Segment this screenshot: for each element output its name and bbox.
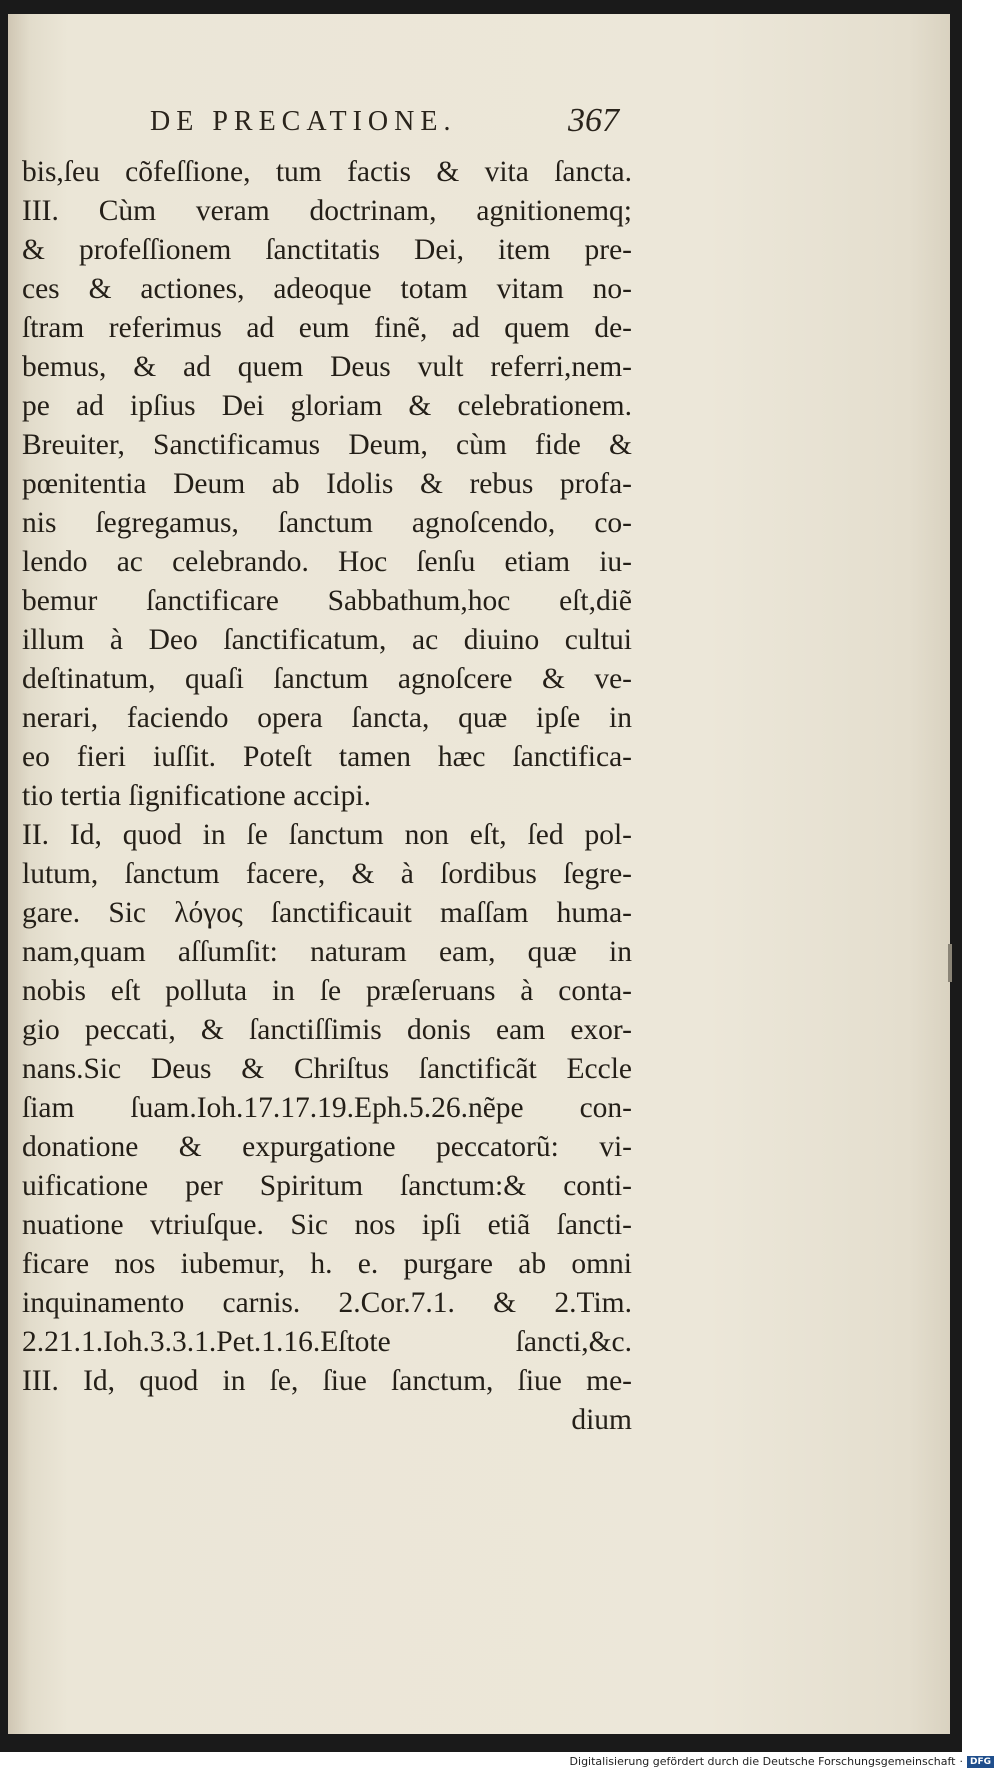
text-line: lutum, ſanctum facere, & à ſordibus ſegre-: [22, 858, 632, 890]
catchword: dium: [571, 1404, 632, 1436]
text-line: gio peccati, & ſanctiſſimis donis eam exor-: [22, 1014, 632, 1046]
book-page: [8, 14, 950, 1734]
dfg-logo: DFG: [967, 1756, 994, 1768]
text-line: nis ſegregamus, ſanctum agnoſcendo, co-: [22, 507, 632, 539]
page-header: [8, 102, 950, 142]
text-line: donatione & expurgatione peccatorũ: vi-: [22, 1131, 632, 1163]
text-line: lendo ac celebrando. Hoc ſenſu etiam iu-: [22, 546, 632, 578]
text-line: pe ad ipſius Dei gloriam & celebrationem.: [22, 390, 632, 422]
footer-credit: Digitalisierung gefördert durch die Deutsche Forschungsgemeinschaft · DFG: [570, 1755, 994, 1768]
text-line: eo fieri iuſſit. Poteſt tamen hæc ſanctifica-: [22, 741, 632, 773]
text-line: nam,quam aſſumſit: naturam eam, quæ in: [22, 936, 632, 968]
text-line: III. Cùm veram doctrinam, agnitionemq;: [22, 195, 632, 227]
text-line: III. Id, quod in ſe, ſiue ſanctum, ſiue me-: [22, 1365, 632, 1397]
text-line: nobis eſt polluta in ſe præſeruans à conta-: [22, 975, 632, 1007]
body-text: [22, 153, 632, 1440]
text-line: nerari, faciendo opera ſancta, quæ ipſe in: [22, 702, 632, 734]
text-line: uificatione per Spiritum ſanctum:& conti-: [22, 1170, 632, 1202]
text-line: bemus, & ad quem Deus vult referri,nem-: [22, 351, 632, 383]
text-line: ſtram referimus ad eum finẽ, ad quem de-: [22, 312, 632, 344]
text-line: ſiam ſuam.Ioh.17.17.19.Eph.5.26.nẽpe con-: [22, 1092, 632, 1124]
running-title: DE PRECATIONE.: [150, 106, 457, 137]
text-line: bemur ſanctificare Sabbathum,hoc eſt,diẽ: [22, 585, 632, 617]
page-number: 367: [568, 102, 619, 139]
text-line: inquinamento carnis. 2.Cor.7.1. & 2.Tim.: [22, 1287, 632, 1319]
text-line: 2.21.1.Ioh.3.3.1.Pet.1.16.Eſtote ſancti,&c.: [22, 1326, 632, 1358]
text-line: bis,ſeu cõfeſſione, tum factis & vita ſancta.: [22, 156, 632, 188]
text-line: ces & actiones, adeoque totam vitam no-: [22, 273, 632, 305]
text-line: gare. Sic λόγος ſanctificauit maſſam huma-: [22, 897, 632, 929]
text-line: illum à Deo ſanctificatum, ac diuino cultui: [22, 624, 632, 656]
page-edge-mark: [948, 944, 952, 982]
text-line: deſtinatum, quaſi ſanctum agnoſcere & ve-: [22, 663, 632, 695]
footer-credit-text: Digitalisierung gefördert durch die Deutsche Forschungsgemeinschaft: [569, 1755, 956, 1768]
text-line: Breuiter, Sanctificamus Deum, cùm fide &: [22, 429, 632, 461]
text-line: nuatione vtriuſque. Sic nos ipſi etiã ſancti-: [22, 1209, 632, 1241]
text-line: nans.Sic Deus & Chriſtus ſanctificãt Eccle: [22, 1053, 632, 1085]
text-line: & profeſſionem ſanctitatis Dei, item pre-: [22, 234, 632, 266]
text-line: tio tertia ſignificatione accipi.: [22, 780, 371, 812]
text-line: II. Id, quod in ſe ſanctum non eſt, ſed pol-: [22, 819, 632, 851]
text-line: pœnitentia Deum ab Idolis & rebus profa-: [22, 468, 632, 500]
text-line: ficare nos iubemur, h. e. purgare ab omni: [22, 1248, 632, 1280]
